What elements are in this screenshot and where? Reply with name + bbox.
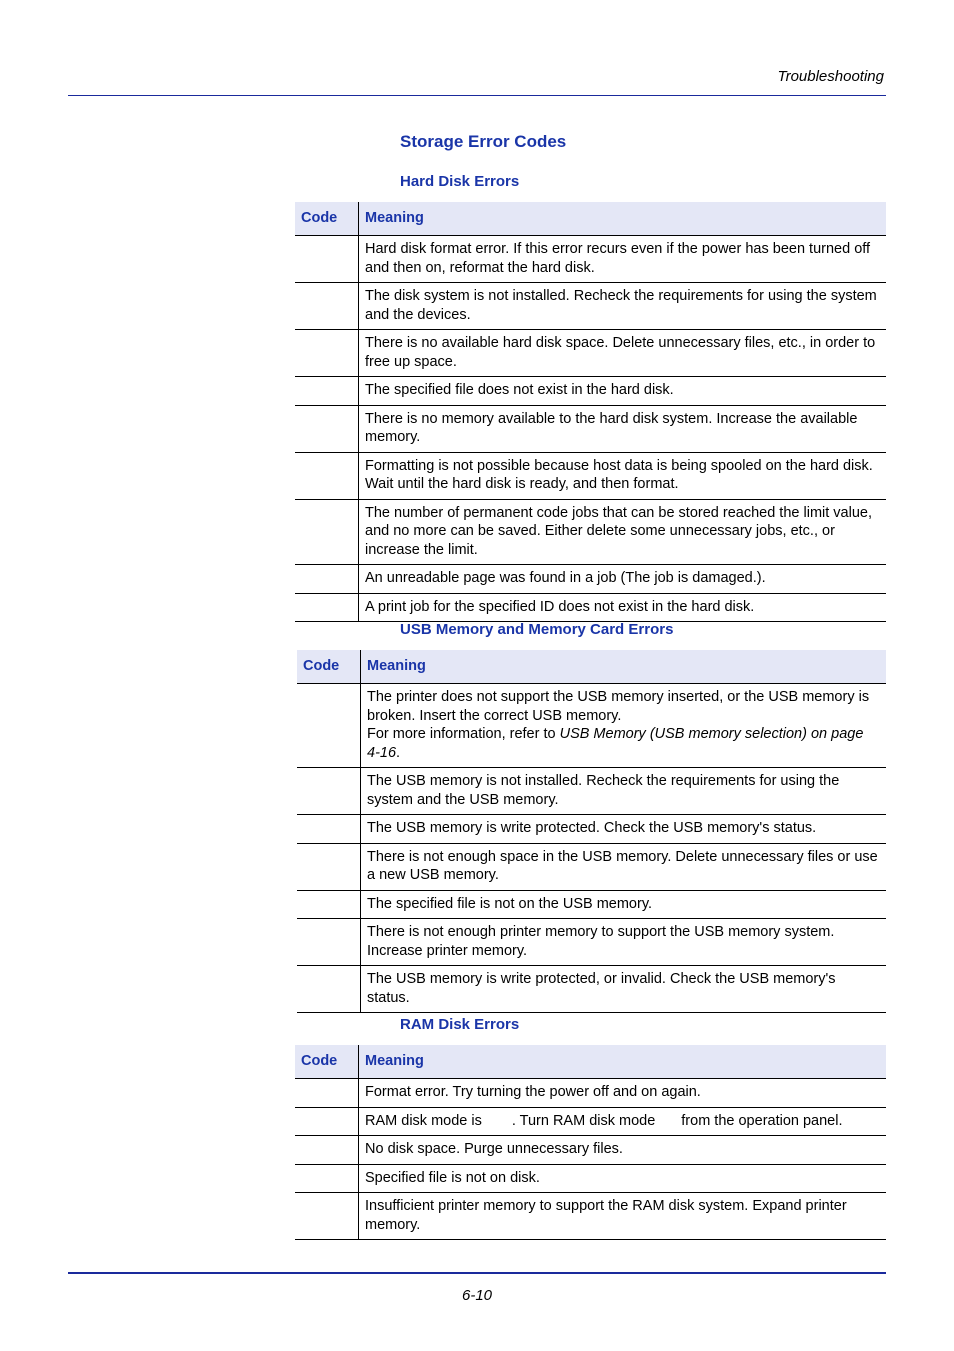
meaning-cell: An unreadable page was found in a job (The job is damaged.).	[359, 565, 887, 594]
code-column-header: Code	[295, 202, 359, 236]
code-cell	[295, 377, 359, 406]
meaning-cell: Format error. Try turning the power off and on again.	[359, 1079, 887, 1108]
meaning-cell: There is not enough space in the USB memory. Delete unnecessary files or use a new USB memory.	[361, 843, 887, 890]
table-row	[297, 843, 886, 890]
table-row	[295, 499, 886, 565]
table-header-row	[295, 1045, 886, 1079]
code-cell	[295, 1136, 359, 1165]
code-column-header: Code	[297, 650, 361, 684]
table-row	[297, 684, 886, 768]
code-cell	[297, 919, 361, 966]
table-row	[295, 283, 886, 330]
code-cell	[295, 565, 359, 594]
usb-heading: USB Memory and Memory Card Errors	[400, 621, 674, 638]
meaning-cell: The number of permanent code jobs that can be stored reached the limit value, and no more can be saved. Either delete some unnecessary jobs, etc., or increase the limit.	[359, 499, 887, 565]
code-cell	[295, 452, 359, 499]
table-row	[295, 565, 886, 594]
hard-disk-heading: Hard Disk Errors	[400, 173, 520, 190]
table-row	[297, 890, 886, 919]
meaning-text-part: . Turn RAM disk mode	[511, 1112, 656, 1129]
meaning-cell	[361, 684, 887, 768]
code-cell	[295, 499, 359, 565]
code-cell	[297, 684, 361, 768]
meaning-cell: The disk system is not installed. Recheck the requirements for using the system and the devices.	[359, 283, 887, 330]
code-cell	[295, 1193, 359, 1240]
meaning-cell: The USB memory is write protected. Check the USB memory's status.	[361, 815, 887, 844]
meaning-cell: A print job for the specified ID does not exist in the hard disk.	[359, 593, 887, 622]
table-row	[295, 236, 886, 283]
code-cell	[297, 815, 361, 844]
meaning-cell	[359, 1107, 887, 1136]
running-header: Troubleshooting	[777, 68, 884, 85]
meaning-cell: Specified file is not on disk.	[359, 1164, 887, 1193]
code-cell	[295, 1079, 359, 1108]
code-cell	[295, 283, 359, 330]
meaning-cell: There is not enough printer memory to support the USB memory system. Increase printer memory.	[361, 919, 887, 966]
footer-rule	[68, 1272, 886, 1274]
meaning-text-part: from the operation panel.	[681, 1112, 843, 1129]
meaning-text-part: RAM disk mode is	[365, 1112, 482, 1129]
meaning-column-header: Meaning	[359, 202, 887, 236]
code-cell	[295, 593, 359, 622]
code-cell	[295, 405, 359, 452]
table-row	[295, 1136, 886, 1165]
table-row	[295, 1079, 886, 1108]
meaning-cell: There is no available hard disk space. Delete unnecessary files, etc., in order to free up space.	[359, 330, 887, 377]
code-cell	[297, 843, 361, 890]
code-column-header: Code	[295, 1045, 359, 1079]
code-cell	[297, 966, 361, 1013]
meaning-cell: Formatting is not possible because host data is being spooled on the hard disk. Wait until the hard disk is ready, and then format.	[359, 452, 887, 499]
table-row	[295, 330, 886, 377]
meaning-cell: There is no memory available to the hard disk system. Increase the available memory.	[359, 405, 887, 452]
usb-table	[297, 650, 886, 1013]
table-row	[295, 593, 886, 622]
cross-reference-link[interactable]: USB Memory (USB memory selection) on page 4-16	[367, 726, 864, 761]
table-row	[295, 1164, 886, 1193]
meaning-cell: The USB memory is write protected, or invalid. Check the USB memory's status.	[361, 966, 887, 1013]
code-cell	[295, 330, 359, 377]
meaning-cell: The USB memory is not installed. Recheck the requirements for using the system and the USB memory.	[361, 768, 887, 815]
table-row	[295, 377, 886, 406]
meaning-column-header: Meaning	[359, 1045, 887, 1079]
ram-disk-heading: RAM Disk Errors	[400, 1016, 520, 1033]
meaning-column-header: Meaning	[361, 650, 887, 684]
code-cell	[295, 1107, 359, 1136]
page-number: 6-10	[461, 1287, 493, 1304]
meaning-text: The printer does not support the USB memory inserted, or the USB memory is broken. Insert the correct USB memory.	[367, 689, 870, 724]
table-row	[297, 768, 886, 815]
table-row	[297, 919, 886, 966]
table-row	[297, 966, 886, 1013]
table-row	[295, 1107, 886, 1136]
code-cell	[295, 236, 359, 283]
reference-suffix: .	[396, 744, 401, 761]
meaning-cell: No disk space. Purge unnecessary files.	[359, 1136, 887, 1165]
meaning-cell: Hard disk format error. If this error recurs even if the power has been turned off and then on, reformat the hard disk.	[359, 236, 887, 283]
code-cell	[297, 768, 361, 815]
table-row	[297, 815, 886, 844]
table-header-row	[297, 650, 886, 684]
code-cell	[295, 1164, 359, 1193]
table-row	[295, 1193, 886, 1240]
hard-disk-table	[295, 202, 886, 622]
table-row	[295, 452, 886, 499]
meaning-cell: Insufficient printer memory to support the RAM disk system. Expand printer memory.	[359, 1193, 887, 1240]
table-row	[295, 405, 886, 452]
meaning-cell: The specified file is not on the USB memory.	[361, 890, 887, 919]
section-title: Storage Error Codes	[400, 132, 567, 151]
ram-disk-table	[295, 1045, 886, 1240]
header-rule	[68, 95, 886, 96]
reference-prefix: For more information, refer to	[367, 726, 560, 742]
code-cell	[297, 890, 361, 919]
table-header-row	[295, 202, 886, 236]
meaning-cell: The specified file does not exist in the hard disk.	[359, 377, 887, 406]
